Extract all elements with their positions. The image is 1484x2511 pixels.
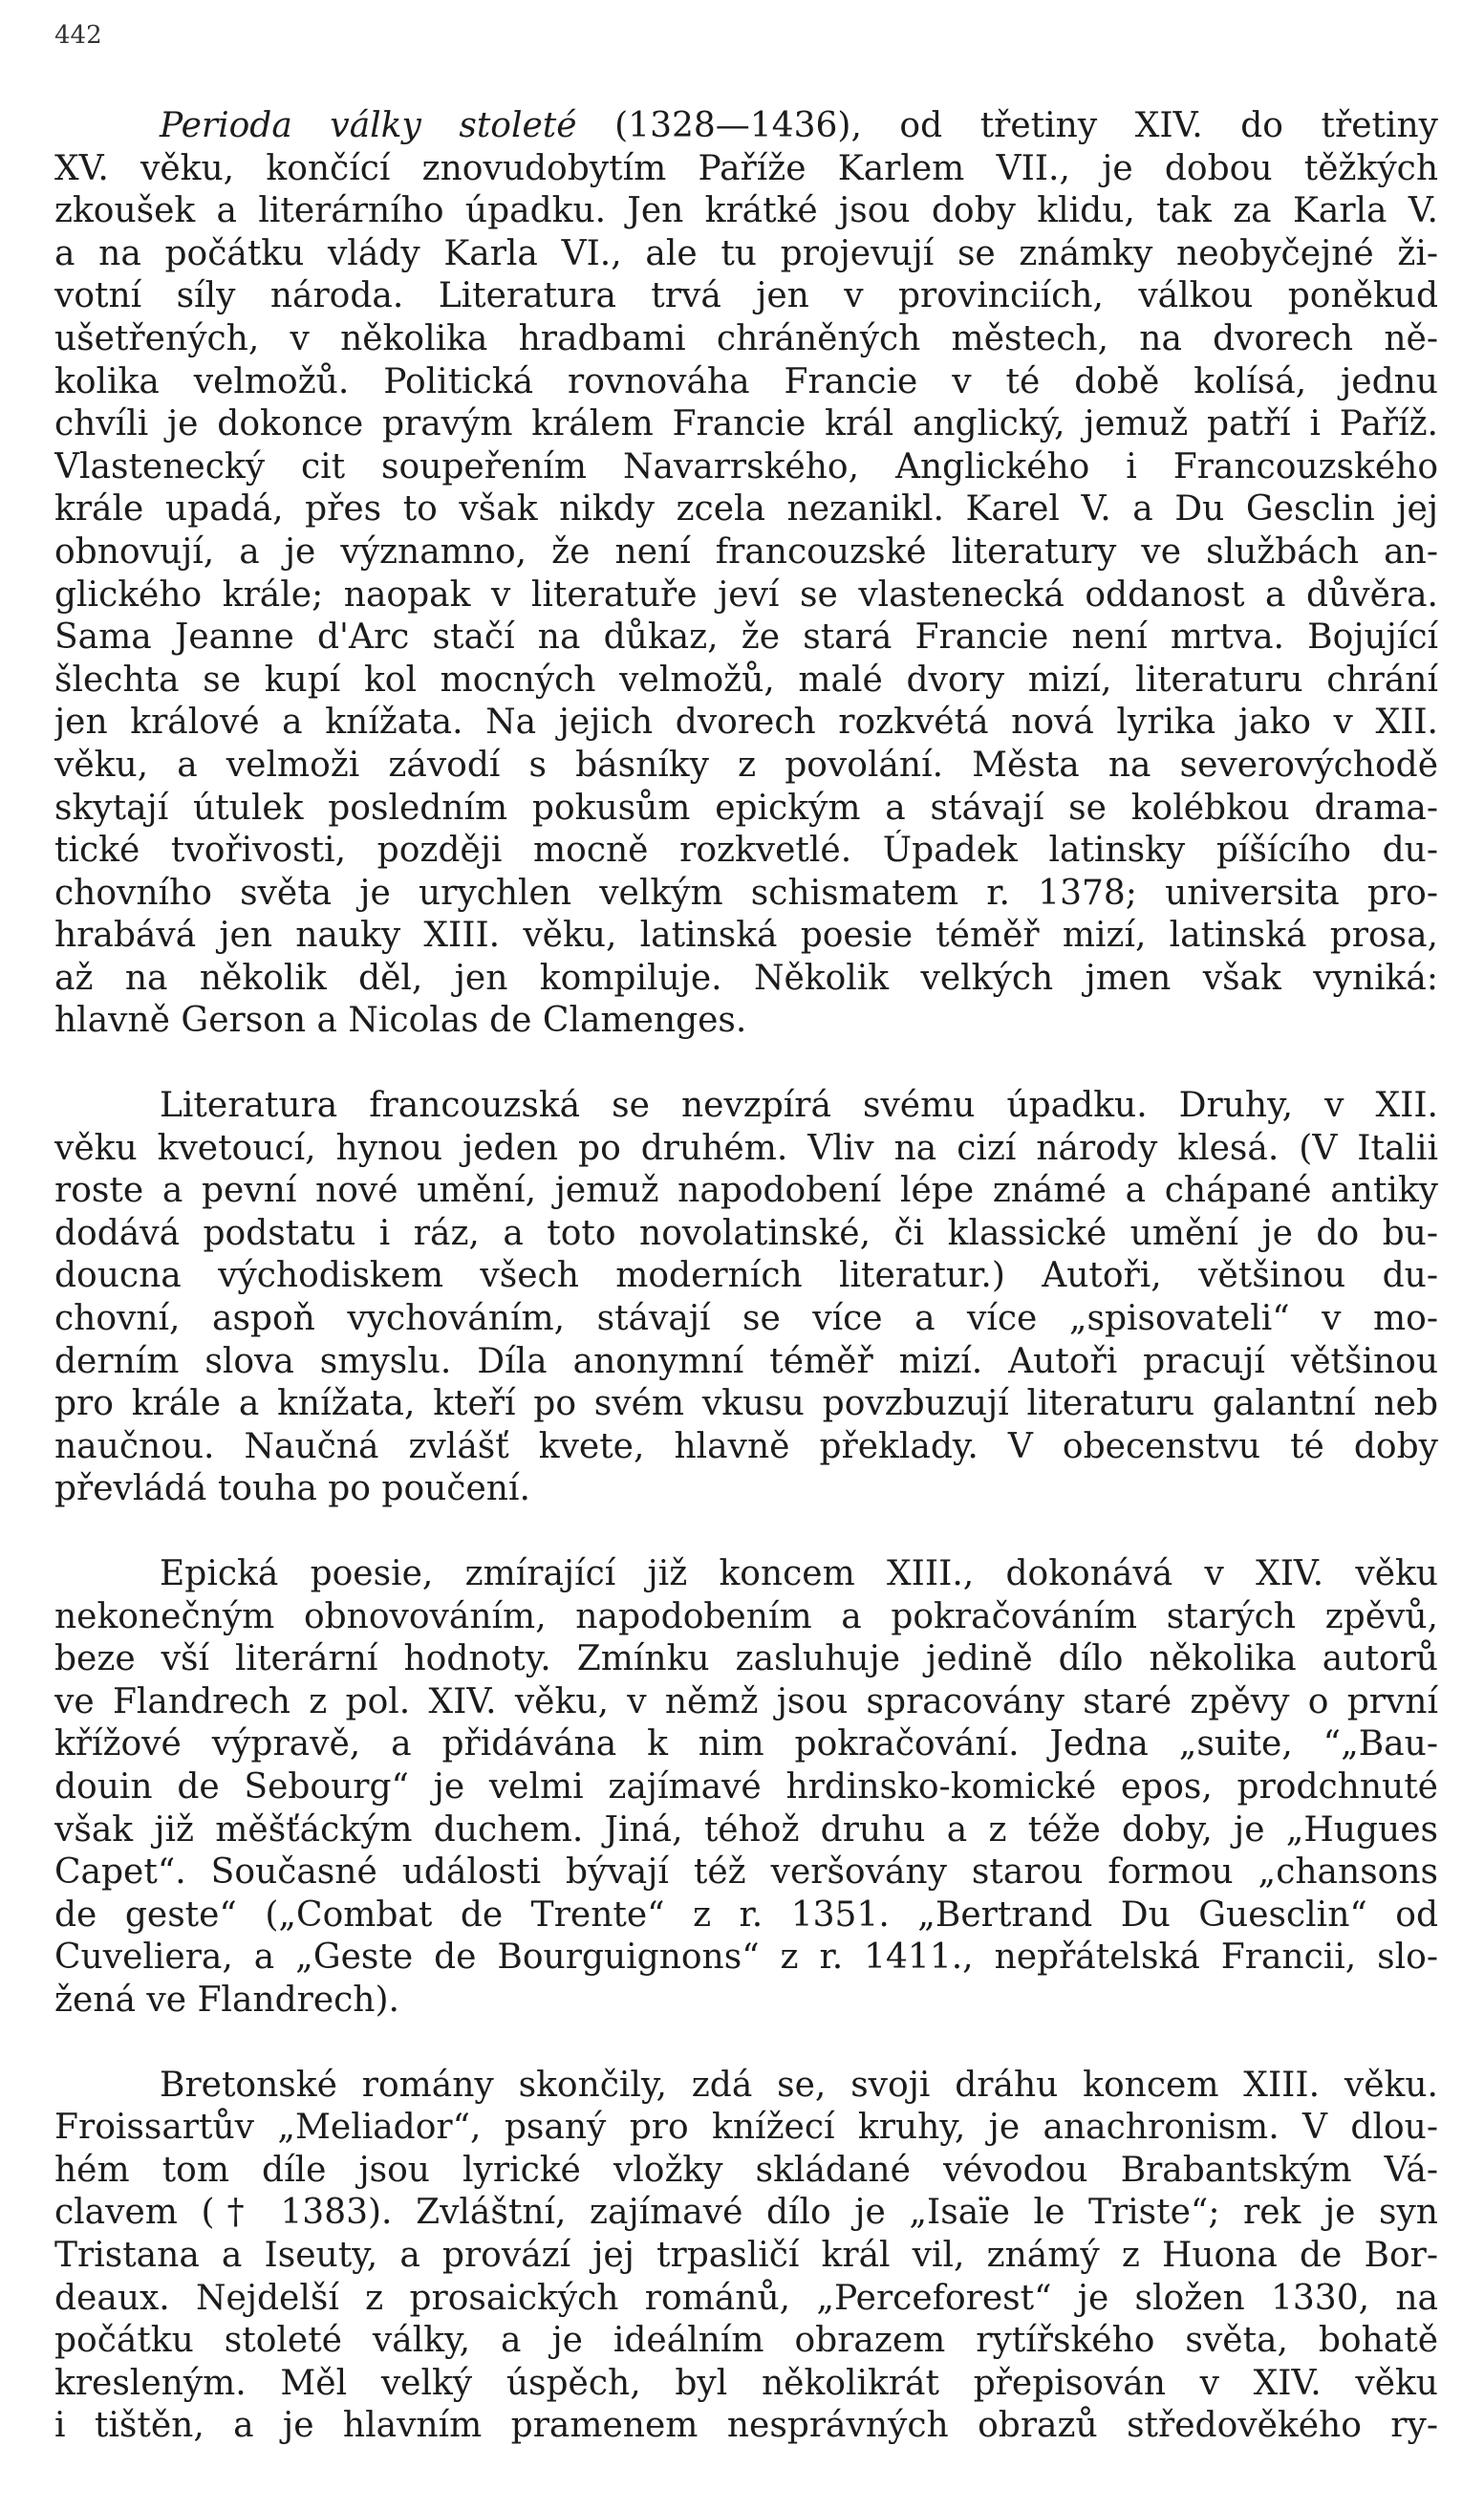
text-line [54,788,1438,831]
paragraph [54,2065,1438,2448]
line-text: převládá touha po poučení. [54,1469,530,1509]
line-text: šlechta se kupí kol mocných velmožů, malé dvory mizí, literaturu chrání [54,660,1438,700]
paragraph [54,105,1438,1043]
line-text: však již měšťáckým duchem. Jiná, téhož druhu a z téže doby, je „Hugues [54,1809,1438,1850]
text-line [54,148,1438,191]
text-line [54,1553,1438,1596]
text-line [54,2235,1438,2278]
line-text: i tištěn, a je hlavním pramenem nesprávných obrazů středověkého ry- [54,2406,1438,2446]
text-line [54,403,1438,446]
line-text: douin de Sebourg“ je velmi zajímavé hrdinsko-komické epos, prodchnuté [54,1766,1438,1807]
line-text: počátku stoleté války, a je ideálním obrazem rytířského světa, bohatě [54,2321,1438,2361]
line-text: věku kvetoucí, hynou jeden po druhém. Vliv na cizí národy klesá. (V Italii [54,1128,1438,1168]
line-text: Tristana a Iseuty, a provází jej trpasličí král vil, známý z Huona de Bor- [54,2235,1438,2275]
line-text: deaux. Nejdelší z prosaických románů, „Perceforest“ je složen 1330, na [54,2278,1438,2318]
text-line [54,105,1438,148]
line-text: obnovují, a je významno, že není francouzské literatury ve službách an- [54,531,1438,572]
text-line [54,702,1438,745]
text-line [54,2065,1438,2108]
text-line [54,318,1438,361]
text-line [54,1341,1438,1384]
text-line [54,190,1438,233]
line-text: de geste“ („Combat de Trente“ z r. 1351. „Bertrand Du Guesclin“ od [54,1894,1438,1935]
line-text: derním slova smyslu. Díla anonymní téměř mizí. Autoři pracují většinou [54,1341,1438,1381]
line-text: nekonečným obnovováním, napodobením a pokračováním starých zpěvů, [54,1596,1438,1636]
text-line [54,488,1438,531]
page-number: 442 [54,21,102,50]
line-text: jen králové a knížata. Na jejich dvorech rozkvétá nová lyrika jako v XII. [54,703,1438,743]
text-line [54,2107,1438,2150]
text-line [54,1128,1438,1171]
line-text: až na několik děl, jen kompiluje. Několik velkých jmen však vyniká: [54,958,1438,998]
text-line [54,1213,1438,1256]
text-line [54,1170,1438,1213]
line-text: hlavně Gerson a Nicolas de Clamenges. [54,1001,747,1041]
line-text: XV. věku, končící znovudobytím Paříže Karlem VII., je dobou těžkých [54,148,1438,188]
line-text: pro krále a knížata, kteří po svém vkusu povzbuzují literaturu galantní neb [54,1384,1438,1424]
line-text: Epická poesie, zmírající již koncem XIII., dokonává v XIV. věku [160,1554,1438,1593]
line-text: zkoušek a literárního úpadku. Jen krátké jsou doby klidu, tak za Karla V. [54,191,1438,231]
text-line [54,361,1438,404]
line-text: dodává podstatu i ráz, a toto novolatinské, či klassické umění je do bu- [54,1213,1438,1253]
line-text: Capet“. Současné události bývají též veršovány starou formou „chansons [54,1852,1438,1893]
line-text: (1328—1436), od třetiny XIV. do třetiny [576,106,1438,145]
line-text: Bretonské romány skončily, zdá se, svoji dráhu koncem XIII. věku. [160,2065,1438,2105]
line-text: ušetřených, v několika hradbami chráněných městech, na dvorech ně- [54,318,1438,358]
line-text: roste a pevní nové umění, jemuž napodobení lépe známé a chápané antiky [54,1171,1438,1211]
text-line [54,1681,1438,1724]
text-line [54,574,1438,617]
text-line [54,745,1438,788]
line-text: křížové výpravě, a přidávána k nim pokračování. Jedna „suite, “„Bau- [54,1724,1438,1764]
text-line [54,1383,1438,1426]
line-text: Cuveliera, a „Geste de Bourguignons“ z r. 1411., nepřátelská Francii, slo- [54,1937,1438,1978]
text-line [54,275,1438,318]
line-text: Literatura francouzská se nevzpírá svému úpadku. Druhy, v XII. [160,1086,1438,1126]
line-text: naučnou. Naučná zvlášť kvete, hlavně překlady. V obecenstvu té doby [54,1426,1438,1466]
line-text: chovní, aspoň vychováním, stávají se více a více „spisovateli“ v mo- [54,1299,1438,1339]
paragraph [54,1553,1438,2023]
line-text: ve Flandrech z pol. XIV. věku, v němž jsou spracovány staré zpěvy o první [54,1681,1438,1721]
text-line [54,2150,1438,2193]
line-text: tické tvořivosti, později mocně rozkvetlé. Úpadek latinsky píšícího du- [54,831,1438,871]
line-text: skytají útulek posledním pokusům epickým a stávají se kolébkou drama- [54,788,1438,828]
line-text: Vlastenecký cit soupeřením Navarrského, Anglického i Francouzského [54,446,1438,487]
text-line [54,1766,1438,1809]
text-line [54,617,1438,660]
text-line [54,1894,1438,1937]
text-line [54,1723,1438,1766]
text-line [54,2405,1438,2448]
text-line [54,531,1438,574]
text-line [54,1809,1438,1852]
text-line [54,1980,1438,2023]
line-text: votní síly národa. Literatura trvá jen v provinciích, válkou poněkud [54,276,1438,316]
text-line [54,1851,1438,1894]
text-line [54,2363,1438,2406]
text-line [54,1085,1438,1128]
paragraph [54,1085,1438,1511]
text-line [54,1000,1438,1043]
text-line [54,2278,1438,2321]
line-text: hém tom díle jsou lyrické vložky skládané vévodou Brabantským Vá- [54,2150,1438,2190]
text-line [54,660,1438,703]
line-text: chovního světa je urychlen velkým schismatem r. 1378; universita pro- [54,873,1438,913]
text-line [54,958,1438,1001]
line-text: clavem († 1383). Zvláštní, zajímavé dílo je „Isaïe le Triste“; rek je syn [54,2193,1438,2233]
line-text: žená ve Flandrech). [54,1980,399,2020]
text-line [54,233,1438,276]
line-text: krále upadá, přes to však nikdy zcela nezanikl. Karel V. a Du Gesclin jej [54,489,1438,530]
text-line [54,1596,1438,1639]
line-text: doucna východiskem všech moderních literatur.) Autoři, většinou du- [54,1256,1438,1296]
text-line [54,830,1438,873]
text-line [54,2192,1438,2235]
line-text: a na počátku vlády Karla VI., ale tu projevují se známky neobyčejné ži- [54,233,1438,273]
text-line [54,1638,1438,1681]
text-line [54,446,1438,489]
text-line [54,1468,1438,1511]
line-text: chvíli je dokonce pravým králem Francie král anglický, jemuž patří i Paříž. [54,404,1438,444]
text-line [54,1255,1438,1298]
line-text: věku, a velmoži závodí s básníky z povolání. Města na severovýchodě [54,745,1438,785]
text-line [54,1426,1438,1469]
italic-title: Perioda války stoleté [160,106,577,145]
line-text: hrabává jen nauky XIII. věku, latinská poesie téměř mizí, latinská prosa, [54,916,1438,956]
line-text: beze vší literární hodnoty. Zmínku zasluhuje jedině dílo několika autorů [54,1639,1438,1679]
line-text: Froissartův „Meliador“, psaný pro knížecí kruhy, je anachronism. V dlou- [54,2108,1438,2148]
line-text: kresleným. Měl velký úspěch, byl několikrát přepisován v XIV. věku [54,2363,1438,2403]
text-line [54,915,1438,958]
line-text: glického krále; naopak v literatuře jeví se vlastenecká oddanost a důvěra. [54,574,1438,615]
text-line [54,873,1438,916]
text-line [54,1937,1438,1980]
line-text: kolika velmožů. Politická rovnováha Francie v té době kolísá, jednu [54,361,1438,401]
text-line [54,1298,1438,1341]
text-line [54,2320,1438,2363]
body-text [54,105,1438,2448]
line-text: Sama Jeanne d'Arc stačí na důkaz, že stará Francie není mrtva. Bojující [54,617,1438,658]
